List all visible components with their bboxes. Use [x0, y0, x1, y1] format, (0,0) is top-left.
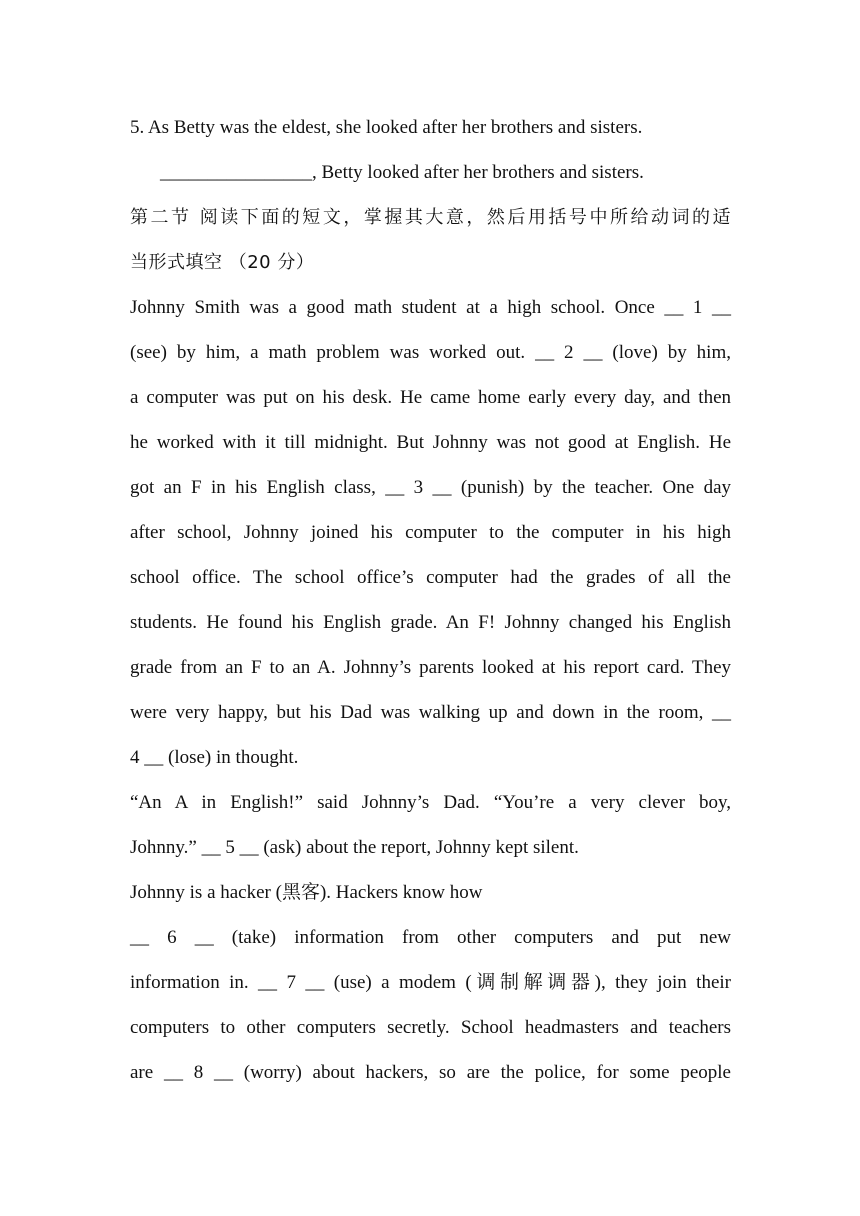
section-heading: 第二节 阅读下面的短文，掌握其大意，然后用括号中所给动词的适 — [130, 207, 731, 228]
passage-line: after school, Johnny joined his computer to the computer in his high — [130, 522, 731, 543]
passage-line: got an F in his English class, __ 3 __ (punish) by the teacher. One day — [130, 477, 731, 498]
passage-line: he worked with it till midnight. But Johnny was not good at English. He — [130, 432, 731, 453]
passage-line: computers to other computers secretly. School headmasters and teachers — [130, 1017, 731, 1038]
passage-line: Johnny is a hacker (黑客). Hackers know how — [130, 882, 483, 903]
passage-line: are __ 8 __ (worry) about hackers, so are the police, for some people — [130, 1062, 731, 1083]
question-5-answer-line: ________________, Betty looked after her brothers and sisters. — [160, 162, 644, 183]
question-5-line: 5. As Betty was the eldest, she looked after her brothers and sisters. — [130, 117, 643, 138]
passage-line: __ 6 __ (take) information from other computers and put new — [130, 927, 731, 948]
passage-line: students. He found his English grade. An F! Johnny changed his English — [130, 612, 731, 633]
passage-line: information in. __ 7 __ (use) a modem (调制解调器), they join their — [130, 972, 731, 993]
passage-line: grade from an F to an A. Johnny’s parents looked at his report card. They — [130, 657, 731, 678]
passage-line: a computer was put on his desk. He came home early every day, and then — [130, 387, 731, 408]
passage-line: Johnny Smith was a good math student at a high school. Once __ 1 __ — [130, 297, 731, 318]
passage-line: school office. The school office’s computer had the grades of all the — [130, 567, 731, 588]
passage-line: (see) by him, a math problem was worked out. __ 2 __ (love) by him, — [130, 342, 731, 363]
section-heading-continued: 当形式填空 （20 分） — [130, 252, 315, 273]
passage-line: Johnny.” __ 5 __ (ask) about the report, Johnny kept silent. — [130, 837, 579, 858]
passage-line: 4 __ (lose) in thought. — [130, 747, 299, 768]
passage-line: were very happy, but his Dad was walking up and down in the room, __ — [130, 702, 731, 723]
passage-line: “An A in English!” said Johnny’s Dad. “You’re a very clever boy, — [130, 792, 731, 813]
